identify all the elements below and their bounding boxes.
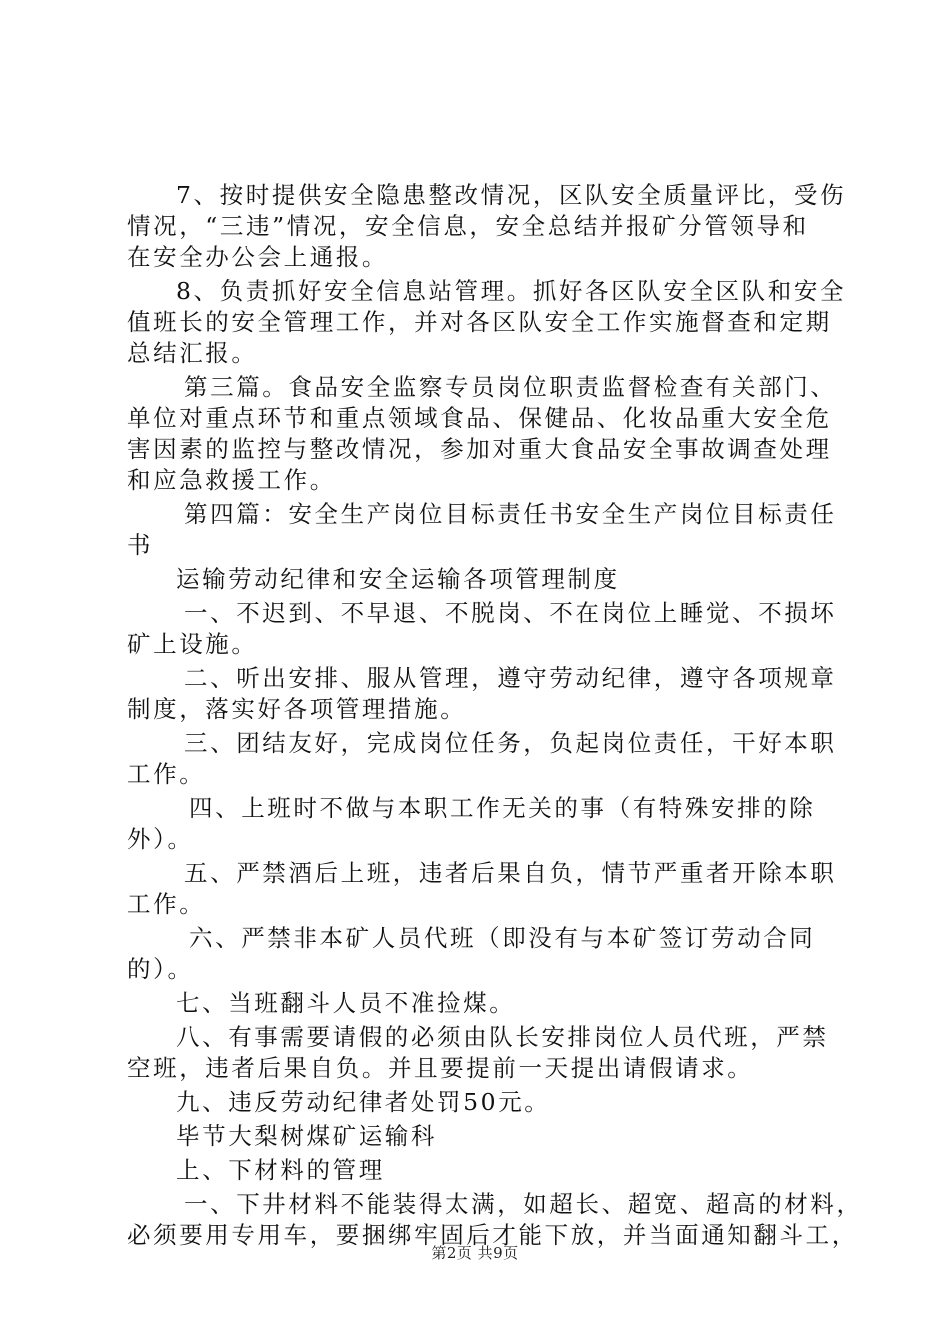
text-line: 矿上设施。: [127, 630, 258, 658]
text-line: 值班长的安全管理工作，并对各区队安全工作实施督查和定期: [127, 308, 832, 336]
text-line: 制度，落实好各项管理措施。: [127, 695, 467, 723]
text-line: 第三篇。食品安全监察专员岗位职责监督检查有关部门、: [184, 373, 837, 401]
paragraph: [127, 858, 837, 920]
text-line: 和应急救援工作。: [127, 466, 336, 494]
paragraph: [127, 923, 827, 985]
text-line: 总结汇报。: [127, 339, 258, 367]
paragraph: [127, 1022, 827, 1084]
text-line: 工作。: [127, 760, 206, 788]
paragraph: [127, 663, 837, 725]
paragraph: [127, 793, 827, 855]
paragraph: [127, 180, 847, 273]
text-line: 二、听出安排、服从管理，遵守劳动纪律，遵守各项规章: [184, 664, 837, 692]
text-line: 7、按时提供安全隐患整改情况，区队安全质量评比，受伤: [176, 181, 847, 209]
text-line: 三、团结友好，完成岗位任务，负起岗位责任，干好本职: [184, 729, 837, 757]
paragraph: [127, 372, 837, 496]
text-line: 在安全办公会上通报。: [127, 243, 388, 271]
text-line: 六、严禁非本矿人员代班（即没有与本矿签订劳动合同: [189, 924, 816, 952]
text-line: 工作。: [127, 890, 206, 918]
page-footer: 第2页 共9页: [431, 1244, 519, 1262]
paragraph: [127, 499, 837, 561]
paragraph: [127, 276, 847, 369]
text-line: 空班，违者后果自负。并且要提前一天提出请假请求。: [127, 1054, 754, 1082]
text-line: 外）。: [127, 825, 194, 853]
text-line: 必须要用专用车，要捆绑牢固后才能下放，并当面通知翻斗工，: [127, 1221, 858, 1249]
text-line: 毕节大梨树煤矿运输科: [176, 1122, 437, 1150]
text-line: 运输劳动纪律和安全运输各项管理制度: [176, 565, 620, 593]
text-line: 第四篇：安全生产岗位目标责任书安全生产岗位目标责任: [184, 500, 837, 528]
text-line: 情况，“三违”情况，安全信息，安全总结并报矿分管领导和: [127, 212, 809, 240]
paragraph: [127, 988, 827, 1019]
text-line: 八、有事需要请假的必须由队长安排岗位人员代班，严禁: [176, 1023, 829, 1051]
paragraph: [127, 564, 827, 595]
text-line: 七、当班翻斗人员不准捡煤。: [176, 989, 516, 1017]
text-line: 一、下井材料不能装得太满，如超长、超宽、超高的材料，: [184, 1190, 863, 1218]
paragraph: [127, 1155, 827, 1186]
text-line: 九、违反劳动纪律者处罚50元。: [176, 1088, 551, 1116]
paragraph: [127, 728, 837, 790]
text-line: 书: [127, 531, 154, 559]
paragraph: [127, 1087, 827, 1118]
text-line: 一、不迟到、不早退、不脱岗、不在岗位上睡觉、不损坏: [184, 599, 837, 627]
text-line: 五、严禁酒后上班，违者后果自负，情节严重者开除本职: [184, 859, 837, 887]
text-line: 上、下材料的管理: [176, 1156, 385, 1184]
document-body: [127, 180, 863, 1254]
paragraph: [127, 598, 837, 660]
text-line: 的）。: [127, 955, 194, 983]
text-line: 害因素的监控与整改情况，参加对重大食品安全事故调查处理: [127, 435, 832, 463]
text-line: 四、上班时不做与本职工作无关的事（有特殊安排的除: [189, 794, 816, 822]
text-line: 8、负责抓好安全信息站管理。抓好各区队安全区队和安全: [176, 277, 847, 305]
paragraph: [127, 1121, 827, 1152]
text-line: 单位对重点环节和重点领域食品、保健品、化妆品重大安全危: [127, 404, 832, 432]
